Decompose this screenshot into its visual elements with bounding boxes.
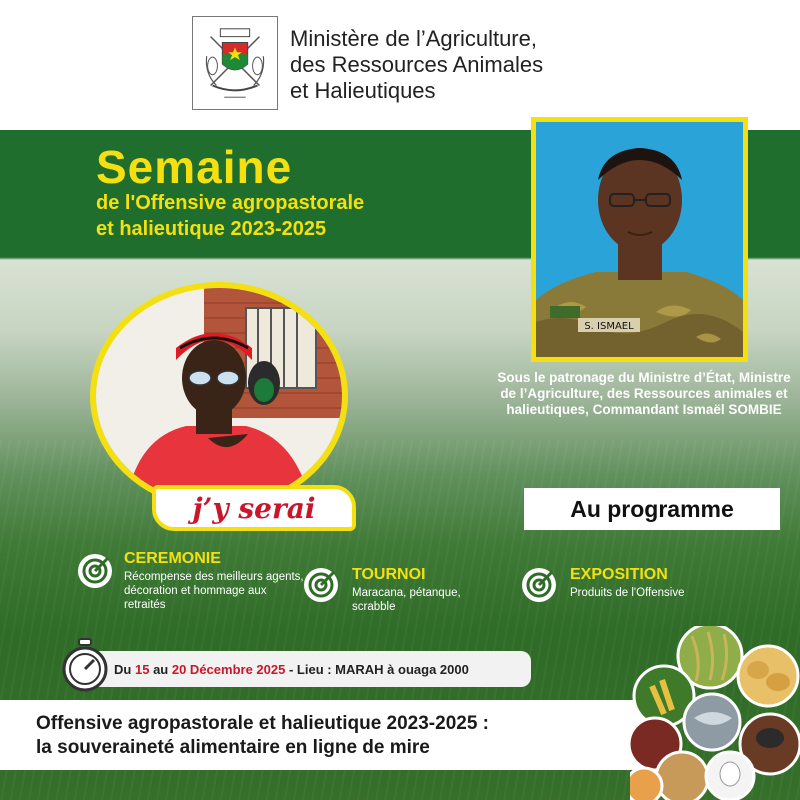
programme-item-title: EXPOSITION [570, 566, 668, 583]
patronage-text [494, 370, 794, 418]
patronage-plain: Sous le patronage du Ministre d’État, Ministre de l’Agriculture, des Ressources animales et halieutiques, [497, 370, 791, 417]
ministry-name [290, 26, 543, 104]
minister-portrait [531, 117, 748, 362]
subtitle-line: et halieutique 2023-2025 [96, 218, 327, 240]
footer-line: Offensive agropastorale et halieutique 2023-2025 : [36, 713, 490, 734]
attendee-photo [90, 282, 348, 510]
ministry-line: et Halieutiques [290, 78, 436, 103]
subtitle-line: de l'Offensive agropastorale [96, 192, 365, 214]
ministry-line: Ministère de l’Agriculture, [290, 26, 537, 51]
coat-of-arms-icon [192, 16, 278, 110]
programme-item-desc: Récompense des meilleurs agents, décoration et hommage aux retraités [124, 571, 304, 611]
event-date-location [96, 651, 531, 687]
date-start: 15 [134, 661, 150, 677]
programme-item-desc: Maracana, pétanque, scrabble [352, 587, 461, 613]
event-subtitle [96, 190, 364, 242]
programme-heading: Au programme [524, 488, 780, 530]
food-products-collage [630, 626, 800, 800]
date-between: au [153, 661, 169, 677]
target-icon [520, 566, 558, 604]
date-end: 20 Décembre 2025 [171, 661, 286, 677]
footer-banner [0, 700, 660, 770]
patronage-name: Commandant Ismaël SOMBIE [592, 402, 782, 417]
programme-item-desc: Produits de l'Offensive [570, 587, 685, 599]
target-icon [302, 566, 340, 604]
target-icon [76, 552, 114, 590]
name-tag: S. ISMAEL [584, 321, 634, 332]
ministry-line: des Ressources Animales [290, 52, 544, 77]
date-prefix: Du [114, 661, 132, 677]
programme-item-title: TOURNOI [352, 566, 426, 583]
header [0, 0, 800, 130]
event-location: - Lieu : MARAH à ouaga 2000 [288, 661, 469, 677]
jy-serai-badge: j’y serai [152, 485, 356, 531]
footer-line: la souveraineté alimentaire en ligne de mire [36, 737, 430, 758]
event-title: Semaine [96, 141, 293, 193]
programme-item-title: CEREMONIE [124, 550, 221, 567]
stopwatch-icon [60, 638, 110, 694]
